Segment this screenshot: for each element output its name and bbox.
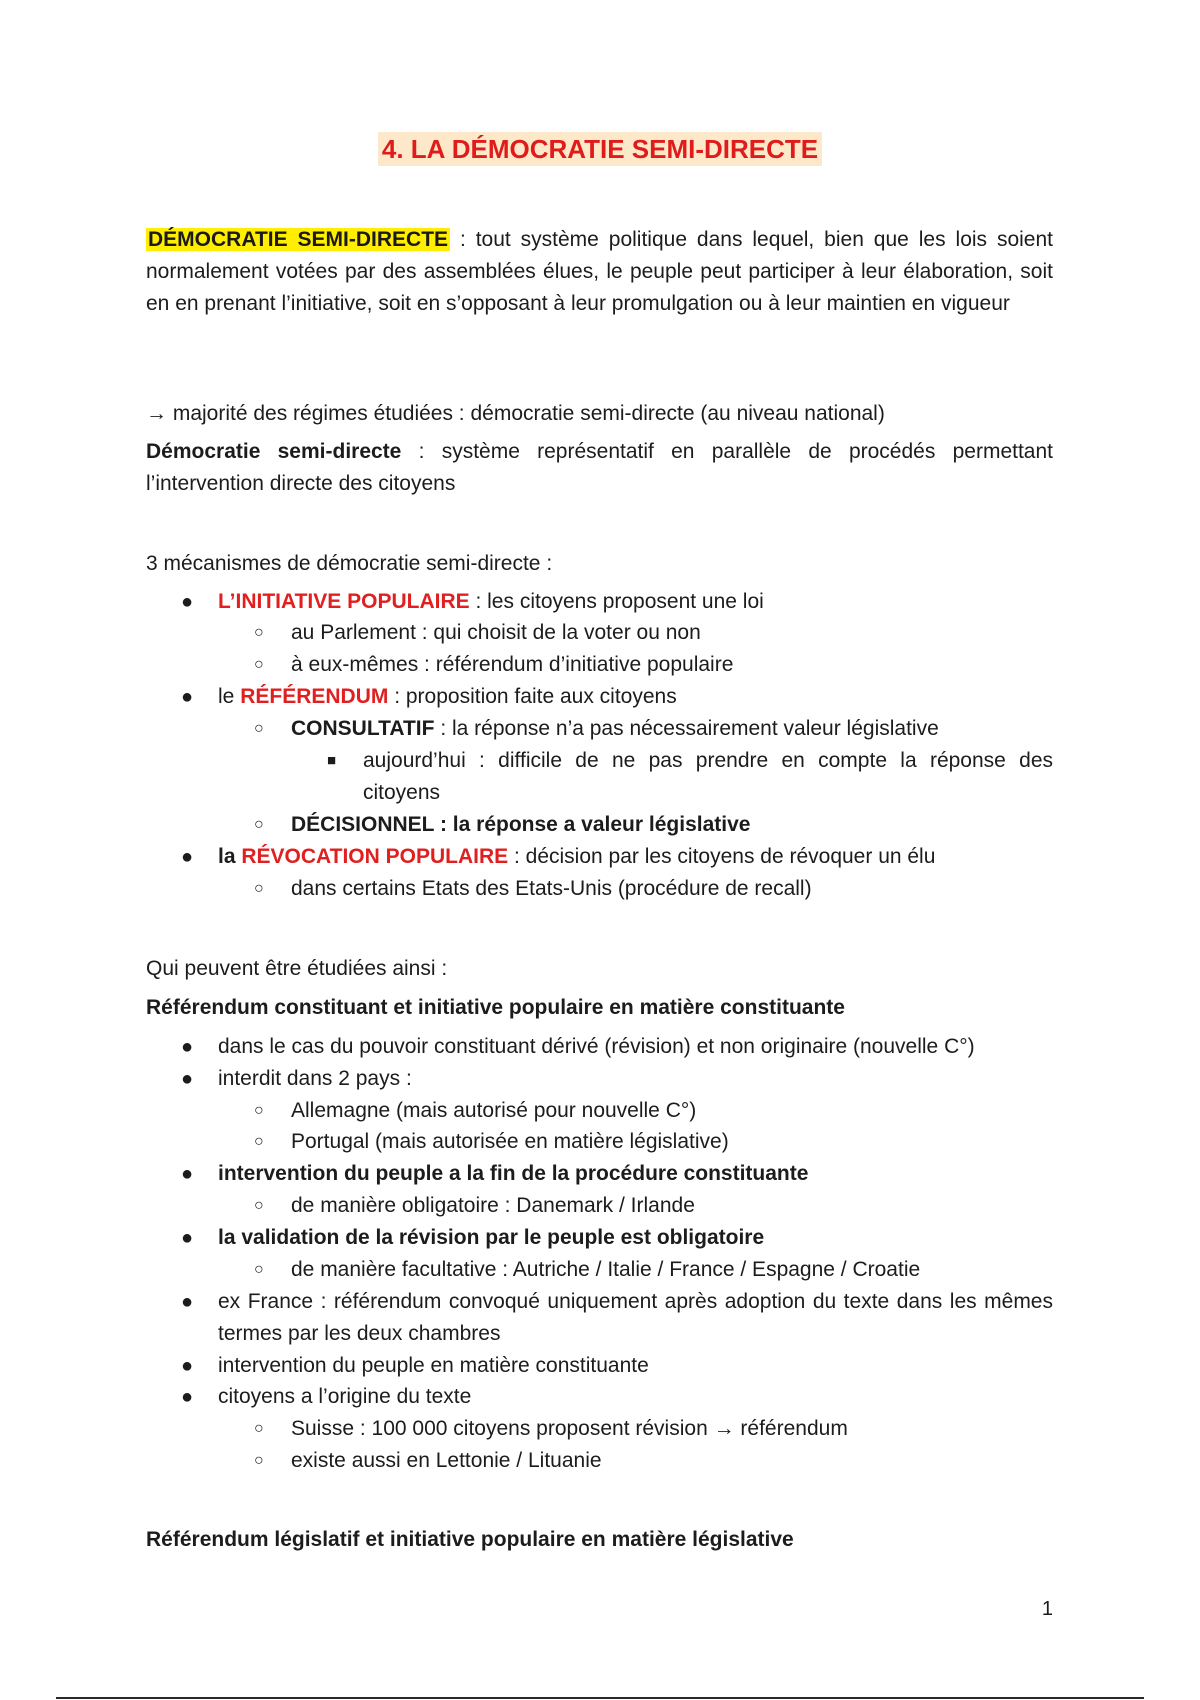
initiative-term: L’INITIATIVE POPULAIRE bbox=[218, 590, 470, 613]
semi-direct-text: : système représentatif en parallèle de procédés permettant l’intervention directe des citoyens bbox=[146, 440, 1053, 495]
mechanisms-intro: 3 mécanismes de démocratie semi-directe : bbox=[146, 552, 553, 575]
bullet-disc-icon: ● bbox=[181, 1291, 194, 1313]
footer-rule bbox=[56, 1697, 1144, 1699]
definition-term-highlight: DÉMOCRATIE SEMI-DIRECTE bbox=[148, 228, 449, 251]
bullet-disc-icon: ● bbox=[181, 1386, 194, 1408]
list-item-suisse: Suisse : 100 000 citoyens proposent révision → référendum bbox=[291, 1417, 848, 1440]
referendum-prefix: le bbox=[218, 685, 241, 708]
bullet-disc-icon: ● bbox=[181, 1163, 194, 1185]
list-item-citoyens-origine: citoyens a l’origine du texte bbox=[218, 1385, 472, 1408]
list-item-ex-france-line1: ex France : référendum convoqué uniquement après adoption du texte dans les mêmes bbox=[218, 1290, 1053, 1313]
bullet-circle-icon: ○ bbox=[254, 816, 264, 833]
consultatif-text: : la réponse n’a pas nécessairement valeur législative bbox=[434, 717, 939, 740]
revocation-term: RÉVOCATION POPULAIRE bbox=[241, 845, 509, 868]
list-item-validation: la validation de la révision par le peuple est obligatoire bbox=[218, 1226, 765, 1249]
list-item-referendum bbox=[218, 681, 1053, 713]
revocation-text: : décision par les citoyens de révoquer un élu bbox=[508, 845, 936, 868]
bullet-disc-icon: ● bbox=[181, 1068, 194, 1090]
bullet-disc-icon: ● bbox=[181, 846, 194, 868]
list-item-fin-procedure: intervention du peuple a la fin de la procédure constituante bbox=[218, 1162, 809, 1185]
referendum-term: RÉFÉRENDUM bbox=[240, 685, 389, 708]
bullet-disc-icon: ● bbox=[181, 1227, 194, 1249]
list-item-portugal: Portugal (mais autorisée en matière législative) bbox=[291, 1130, 729, 1153]
bullet-circle-icon: ○ bbox=[254, 1261, 264, 1278]
bullet-circle-icon: ○ bbox=[254, 1452, 264, 1469]
bullet-circle-icon: ○ bbox=[254, 1420, 264, 1437]
list-item-allemagne: Allemagne (mais autorisé pour nouvelle C°) bbox=[291, 1099, 697, 1122]
bullet-disc-icon: ● bbox=[181, 686, 194, 708]
list-item-derive: dans le cas du pouvoir constituant dérivé (révision) et non originaire (nouvelle C°) bbox=[218, 1035, 975, 1058]
bullet-circle-icon: ○ bbox=[254, 1197, 264, 1214]
list-item-ex-france-line2: termes par les deux chambres bbox=[218, 1322, 501, 1345]
list-item-intervention: intervention du peuple en matière constituante bbox=[218, 1354, 649, 1377]
list-item-initiative-parlement: au Parlement : qui choisit de la voter ou non bbox=[291, 621, 701, 644]
revocation-prefix: la bbox=[218, 845, 242, 868]
list-item-initiative-eux-memes: à eux-mêmes : référendum d’initiative populaire bbox=[291, 653, 734, 676]
list-item-revocation bbox=[218, 841, 1053, 873]
page-title-text: 4. LA DÉMOCRATIE SEMI-DIRECTE bbox=[378, 132, 822, 166]
list-item-lettonie: existe aussi en Lettonie / Lituanie bbox=[291, 1449, 602, 1472]
list-item-obligatoire: de manière obligatoire : Danemark / Irlande bbox=[291, 1194, 695, 1217]
studied-intro: Qui peuvent être étudiées ainsi : bbox=[146, 957, 448, 980]
definition-text: : tout système politique dans lequel, bien que les lois soient normalement votées par des assemblées élues, le peuple peut participer à leur élaboration, soit en en prenant l’initiative, soit en s’opposant à leur promulgation ou à leur maintien en vigueur bbox=[146, 228, 1053, 315]
semi-direct-definition bbox=[146, 436, 1053, 500]
list-item-decisionnel: DÉCISIONNEL : la réponse a valeur législative bbox=[291, 813, 751, 836]
definition-paragraph bbox=[146, 224, 1053, 320]
majority-line: → majorité des régimes étudiées : démocratie semi-directe (au niveau national) bbox=[146, 402, 885, 425]
legislatif-heading: Référendum législatif et initiative populaire en matière législative bbox=[146, 1528, 794, 1551]
bullet-circle-icon: ○ bbox=[254, 624, 264, 641]
semi-direct-term: Démocratie semi-directe bbox=[146, 440, 402, 463]
consultatif-term: CONSULTATIF bbox=[291, 717, 435, 740]
constituant-heading: Référendum constituant et initiative populaire en matière constituante bbox=[146, 996, 845, 1019]
list-item-recall: dans certains Etats des Etats-Unis (procédure de recall) bbox=[291, 877, 812, 900]
list-item-initiative bbox=[218, 586, 1053, 618]
page-title bbox=[0, 134, 1200, 165]
bullet-circle-icon: ○ bbox=[254, 880, 264, 897]
list-item-consultatif bbox=[291, 713, 1053, 745]
referendum-text: : proposition faite aux citoyens bbox=[388, 685, 677, 708]
list-item-today-line2: citoyens bbox=[363, 781, 441, 804]
bullet-circle-icon: ○ bbox=[254, 656, 264, 673]
list-item-facultative: de manière facultative : Autriche / Italie / France / Espagne / Croatie bbox=[291, 1258, 921, 1281]
bullet-disc-icon: ● bbox=[181, 591, 194, 613]
initiative-text: : les citoyens proposent une loi bbox=[469, 590, 764, 613]
bullet-circle-icon: ○ bbox=[254, 1102, 264, 1119]
bullet-disc-icon: ● bbox=[181, 1036, 194, 1058]
page-number: 1 bbox=[1041, 1598, 1053, 1620]
bullet-square-icon: ■ bbox=[327, 752, 337, 769]
bullet-circle-icon: ○ bbox=[254, 1133, 264, 1150]
list-item-interdit: interdit dans 2 pays : bbox=[218, 1067, 412, 1090]
bullet-disc-icon: ● bbox=[181, 1355, 194, 1377]
bullet-circle-icon: ○ bbox=[254, 720, 264, 737]
list-item-today-line1: aujourd’hui : difficile de ne pas prendre en compte la réponse des bbox=[363, 749, 1053, 772]
